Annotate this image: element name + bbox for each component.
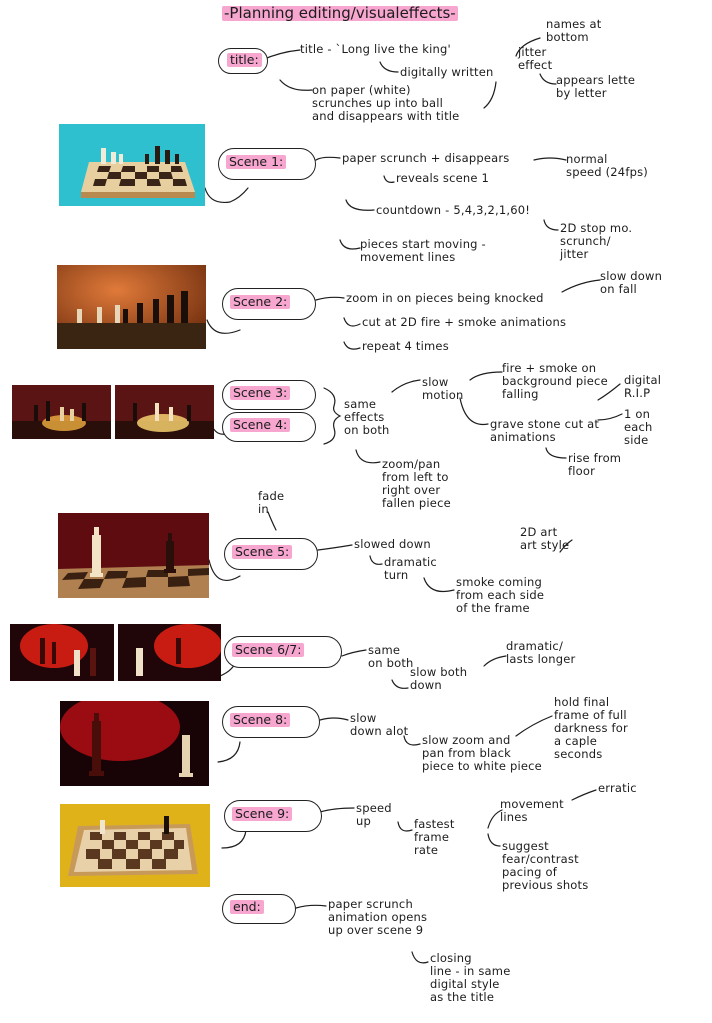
scene6-pieces-image — [10, 624, 114, 681]
scene9-chessboard-image — [60, 804, 210, 887]
scene9-label: Scene 9: — [232, 807, 292, 821]
scene9-note-4: erratic — [598, 781, 637, 795]
scene4-fallen-pieces-image — [115, 385, 214, 439]
scene7-pieces-image — [118, 624, 221, 681]
scene3-fallen-pieces-image — [12, 385, 111, 439]
end-note-1: paper scrunch animation opens up over scene 9 — [328, 897, 428, 937]
scene9-note-1: speed up — [356, 801, 392, 828]
scene9-note-5: suggest fear/contrast pacing of previous shots — [502, 839, 589, 892]
scene9-note-3: movement lines — [500, 797, 564, 824]
scene3-label: Scene 3: — [230, 386, 290, 400]
scene1-photo — [59, 124, 205, 206]
scene67-note-3: dramatic/ lasts longer — [506, 639, 576, 666]
scene34-note-5: grave stone cut at animations — [490, 417, 600, 444]
scene4-label: Scene 4: — [230, 418, 290, 432]
scene8-note-1: slow down alot — [350, 711, 409, 738]
scene2-chess-image — [57, 265, 206, 349]
scene2-note-3: cut at 2D fire + smoke animations — [362, 315, 567, 329]
title-note-4: names at bottom — [546, 17, 602, 44]
scene1-note-5: 2D stop mo. scrunch/ jitter — [560, 221, 633, 261]
scene5-note-4: 2D art art style — [520, 525, 570, 552]
scene5-photo — [58, 513, 209, 598]
scene2-note-2: slow down on fall — [600, 269, 663, 296]
scene34-note-8: zoom/pan from left to right over fallen piece — [382, 457, 451, 510]
scene1-chessboard-image — [59, 124, 205, 206]
title-note-6: appears lette by letter — [556, 73, 636, 100]
scene34-note-3: fire + smoke on background piece falling — [502, 361, 608, 401]
scene3-photo — [12, 385, 111, 439]
scene5-note-1: fade in — [258, 489, 285, 516]
scene9-photo — [60, 804, 210, 887]
scene2-note-1: zoom in on pieces being knocked — [346, 291, 544, 305]
scene67-note-2: slow both down — [410, 665, 468, 692]
scene67-note-1: same on both — [368, 643, 414, 670]
scene1-note-4: countdown - 5,4,3,2,1,60! — [376, 203, 531, 217]
title-label: title: — [227, 53, 262, 67]
scene5-note-5: smoke coming from each side of the frame — [456, 575, 545, 615]
scene8-pieces-image — [60, 701, 209, 786]
title-note-5: jitter effect — [518, 45, 553, 72]
scene67-label: Scene 6/7: — [232, 643, 304, 657]
scene34-note-4: digital R.I.P — [624, 373, 662, 400]
title-note-1: title - `Long live the king' — [300, 42, 451, 56]
scene34-note-1: same effects on both — [344, 397, 390, 437]
scene34-note-6: 1 on each side — [624, 407, 653, 447]
scene5-note-2: slowed down — [354, 537, 431, 551]
scene5-king-pieces-image — [58, 513, 209, 598]
end-label: end: — [230, 900, 264, 914]
scene8-label: Scene 8: — [230, 713, 290, 727]
scene1-note-1: paper scrunch + disappears — [342, 151, 510, 165]
scene1-note-3: normal speed (24fps) — [566, 152, 648, 179]
scene5-note-3: dramatic turn — [384, 555, 437, 582]
scene34-note-7: rise from floor — [568, 451, 622, 478]
scene8-note-3: hold final frame of full darkness for a caple seconds — [554, 695, 628, 761]
scene8-note-2: slow zoom and pan from black piece to white piece — [422, 733, 542, 773]
title-note-3: on paper (white) scrunches up into ball and disappears with title — [312, 83, 460, 123]
scene2-label: Scene 2: — [230, 295, 290, 309]
scene8-photo — [60, 701, 209, 786]
scene7-photo — [118, 624, 221, 681]
scene34-note-2: slow motion — [422, 375, 464, 402]
scene6-photo — [10, 624, 114, 681]
end-note-2: closing line - in same digital style as the title — [430, 951, 511, 1004]
title-note-2: digitally written — [400, 65, 494, 79]
scene2-note-4: repeat 4 times — [362, 339, 449, 353]
scene9-note-2: fastest frame rate — [414, 817, 455, 857]
scene1-note-6: pieces start moving - movement lines — [360, 237, 486, 264]
scene4-photo — [115, 385, 214, 439]
page-heading: -Planning editing/visualeffects- — [224, 4, 456, 22]
scene1-label: Scene 1: — [226, 155, 286, 169]
scene5-label: Scene 5: — [232, 545, 292, 559]
scene1-note-2: reveals scene 1 — [396, 171, 490, 185]
scene2-photo — [57, 265, 206, 349]
